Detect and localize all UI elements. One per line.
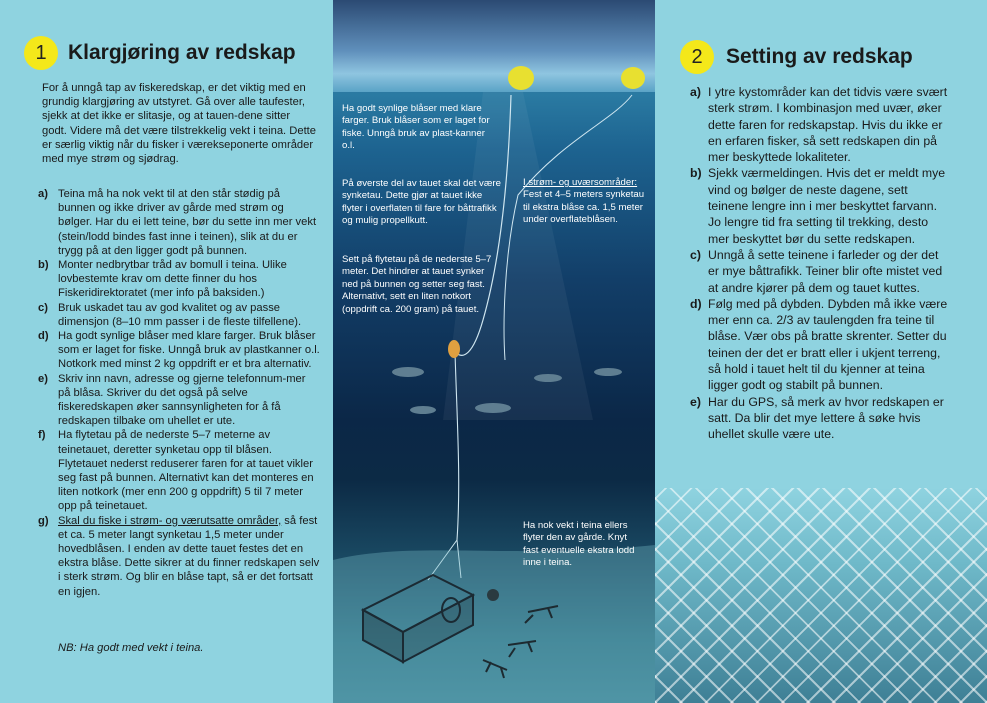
list-item-text: Bruk uskadet tau av god kvalitet og av passe dimensjon (8–10 mm passer i de fleste tilfellene). [58,301,302,328]
section1-title: Klargjøring av redskap [68,41,296,64]
section2-number-badge: 2 [680,40,714,74]
list-item [38,428,320,513]
list-item-letter: b) [38,259,49,272]
list-item-text: Monter nedbrytbar tråd av bomull i teina. Ulike lovbestemte krav om dette finner du hos Fiskeridirektoratet (mer info på baksiden.) [58,259,287,300]
section2-heading [680,40,913,74]
list-item-text: Skriv inn navn, adresse og gjerne telefonnum-mer på blåsa. Skriver du det også på selve fiskeredskapen øker sannsynligheten for å få redskapen tilbake om uhellet er ute. [58,372,306,428]
caption-current-text: Fest et 4–5 meters synketau til ekstra blåse ca. 1,5 meter under overflateblåsen. [523,189,645,226]
float-cork-icon [448,340,460,358]
fish-icon [534,374,562,382]
list-item-text: Har du GPS, så merk av hvor redskapen er satt. Da blir det mye lettere å søke hvis uhellet skulle være ute. [708,394,944,442]
list-item-letter: d) [690,296,702,311]
list-item-letter: f) [38,429,46,442]
list-item [690,296,948,394]
section2-title: Setting av redskap [726,45,913,68]
list-item-letter: c) [38,301,48,314]
fishing-net-graphic [655,488,987,703]
list-item-text: I ytre kystområder kan det tidvis være svært sterk strøm. I kombinasjon med uvær, øker dette faren for redskapstap. Hvis du ikke er en erfaren fisker, så sett redskapen din på mer beskyttede lokaliteter. [708,85,948,165]
list-item-rest: så fest et ca. 5 meter langt synketau 1,5 meter under hovedblåsen. I enden av dette tauet festes det en ekstra blåse. Dette sikrer at du finner redskapen selv i sterk strøm. Og blir en blåse tapt, så er det fortsatt en igjen. [58,514,320,598]
list-item [690,394,948,443]
nb-note: NB: Ha godt med vekt i teina. [58,642,204,654]
caption-buoys: Ha godt synlige blåser med klare farger. Bruk blåser som er laget for fiske. Unngå bruk av plast-kanner o.l. [342,103,490,152]
list-item [38,372,320,429]
extra-buoy-icon [621,67,645,89]
list-item-text [58,514,320,599]
caption-floating-rope: Sett på flytetau på de nederste 5–7 meter. Det hindrer at tauet synker ned på bunnen og setter seg fast. Alternativt, sett en liten notkort (oppdrift ca. 200 gram) på tauet. [342,254,492,315]
list-item-text: Teina må ha nok vekt til at den står stødig på bunnen og ikke driver av gårde med strøm og bølger. Har du ei lett teine, bør du sette inn mer vekt (stein/lodd bindes fast inne i teinen), slik at du er trygg på at den ligger godt på bunnen. [58,188,317,257]
section1-intro: For å unngå tap av fiskeredskap, er det viktig med en grundig klargjøring av utstyret. Gå over alle taufester, sjekk at det ikke er slitasje, og at tauen-dene sitter godt. Videre må det være tilstrekkelig vekt i teina. Dette er særlig viktig når du fisker i værekseponerte områder med mye strøm og sjødrag. [42,82,317,166]
list-item-letter: a) [690,85,701,99]
caption-current [523,177,648,227]
section1-number-badge: 1 [24,36,58,70]
list-item [38,514,320,599]
list-item-text: Følg med på dybden. Dybden må ikke være mer enn ca. 2/3 av taulengden fra teine til blåse. Vær obs på bratte skrenter. Setter du teinen der det er bratt eller i ukjent terreng, så hold i tauet helt til du kjenner at teina ligger godt og stabilt på bunnen. [708,296,948,393]
list-item-text: Unngå å sette teinene i farleder og der det er mye båttrafikk. Teiner blir ofte mistet ved at andre kjører på dem og tauet kuttes. [708,247,943,295]
fish-icon [475,403,511,413]
list-item-letter: d) [38,330,49,343]
list-item-letter: e) [690,394,701,409]
list-item [690,84,948,165]
fish-icon [410,406,436,414]
list-item-text: Sjekk værmeldingen. Hvis det er meldt mye vind og bølger de neste dagene, sett teinene lengre inn i mer beskyttet farvann. Jo lengre tid fra setting til trekking, desto mer beskyttet bør du sette redskapen. [708,166,946,246]
list-item-letter: c) [690,247,701,262]
section1-nb [38,641,320,655]
list-item [38,187,320,258]
section2-list [690,84,948,443]
list-item [38,258,320,301]
fish-icon [392,367,424,377]
list-item-letter: b) [690,166,702,181]
list-item [38,329,320,372]
list-item-text: Ha godt synlige blåser med klare farger. Bruk blåser som er laget for fiske. Unngå bruk av plastkanner o.l. Notkork med minst 2 kg oppdrift er et bra alternativ. [58,330,320,371]
list-item-underline: Skal du fiske i strøm- og værutsatte områder, [58,514,282,527]
surface-buoy-icon [508,66,534,90]
list-item-text: Ha flytetau på de nederste 5–7 meterne av teinetauet, deretter synketau opp til blåsen. Flytetauet nederst reduserer faren for at tauet vikler seg fast på bunnen. Alternativt kan det monteres en liten notkork (mer enn 200 g oppdrift) 5 til 7 meter opp på teinetauet. [58,429,314,513]
underwater-illustration [333,0,655,703]
section1-heading [24,36,296,70]
section1-list [38,187,320,599]
caption-sinking-rope: På øverste del av tauet skal det være synketau. Dette gjør at tauet ikke flyter i overflaten til fare for båttrafikk og mulig propellkutt. [342,178,501,227]
caption-weight: Ha nok vekt i teina ellers flyter den av gårde. Knyt fast eventuelle ekstra lodd inne i teina. [523,520,635,569]
list-item [38,301,320,329]
list-item [690,165,948,246]
caption-current-heading: I strøm- og uværsområder: [523,177,638,188]
fish-icon [594,368,622,376]
list-item-letter: a) [38,188,48,200]
crab-icon [487,589,499,601]
list-item [690,247,948,296]
list-item-letter: g) [38,514,49,527]
list-item-letter: e) [38,372,48,385]
